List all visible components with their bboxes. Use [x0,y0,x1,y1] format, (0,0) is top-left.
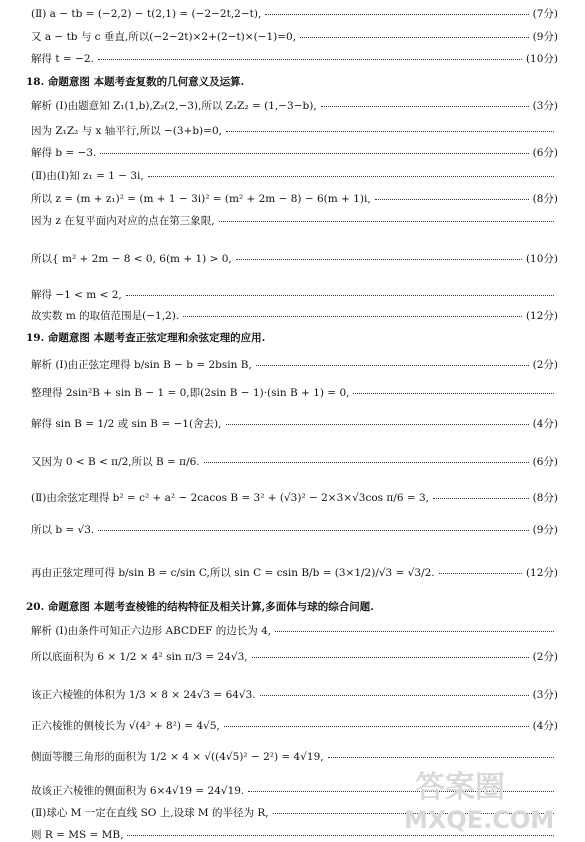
solution-line [31,455,558,469]
line-text: 解析 (Ⅰ)由题意知 Z₁(1,b),Z₂(2,−3),所以 Z₁Z₂ = (1,−3−b), [31,100,317,112]
line-text: 侧面等腰三角形的面积为 1/2 × 4 × √((4√5)² − 2²) = 4√19, [31,751,324,763]
leader-dots [204,462,529,463]
solution-line [31,7,558,21]
question-heading [26,331,558,345]
line-text: 18. 命题意图 本题考查复数的几何意义及运算. [26,76,245,88]
solution-line [31,624,558,638]
solution-line [31,650,558,664]
line-text: 再由正弦定理可得 b/sin B = c/sin C,所以 sin C = csin B/b = (3×1/2)/√3 = √3/2. [31,567,435,579]
leader-dots [256,365,529,366]
leader-dots [236,259,522,260]
line-text: 正六棱锥的侧棱长为 √(4² + 8²) = 4√5, [31,720,220,732]
score-label: (7分) [532,8,558,20]
leader-dots [98,59,522,60]
line-text: 所以 b = √3. [31,524,95,536]
line-text: (Ⅱ)由(Ⅰ)知 z₁ = 1 − 3i, [31,170,144,182]
line-text: 整理得 2sin²B + sin B − 1 = 0,即(2sin B − 1)·(sin B + 1) = 0, [31,387,350,399]
solution-line [31,99,558,113]
solution-line [31,288,558,302]
solution-line [31,417,558,431]
score-label: (3分) [532,689,558,701]
solution-line [31,386,558,400]
leader-dots [127,835,554,836]
score-label: (3分) [532,100,558,112]
solution-line [31,169,558,183]
leader-dots [224,726,529,727]
line-text: (Ⅱ)由余弦定理得 b² = c² + a² − 2cacos B = 3² + (√3)² − 2×3×√3cos π/6 = 3, [31,492,429,504]
score-label: (9分) [532,31,558,43]
solution-line [31,30,558,44]
line-text: 故实数 m 的取值范围是(−1,2). [31,310,180,322]
solution-line [31,252,558,266]
solution-line [31,719,558,733]
leader-dots [98,530,528,531]
leader-dots [300,37,529,38]
leader-dots [100,153,528,154]
question-heading [26,600,558,614]
line-text: 又 a − tb 与 c 垂直,所以(−2−2t)×2+(2−t)×(−1)=0, [31,31,297,43]
solution-line [31,523,558,537]
leader-dots [260,695,529,696]
line-text: 因为 z 在复平面内对应的点在第三象限, [31,215,215,227]
leader-dots [226,424,529,425]
leader-dots [328,757,554,758]
score-label: (6分) [532,147,558,159]
line-text: 19. 命题意图 本题考查正弦定理和余弦定理的应用. [26,332,266,344]
line-text: 20. 命题意图 本题考查棱锥的结构特征及相关计算,多面体与球的综合问题. [26,601,374,613]
line-text: 所以{ m² + 2m − 8 < 0, 6(m + 1) > 0, [31,253,232,265]
leader-dots [252,657,529,658]
line-text: 则 R = MS = MB, [31,829,124,841]
line-text: 该正六棱锥的体积为 1/3 × 8 × 24√3 = 64√3. [31,689,256,701]
leader-dots [275,631,554,632]
score-label: (6分) [532,456,558,468]
score-label: (8分) [532,193,558,205]
solution-line [31,491,558,505]
line-text: 因为 Z₁Z₂ 与 x 轴平行,所以 −(3+b)=0, [31,125,222,137]
line-text: 解得 t = −2. [31,53,94,65]
watermark-url: MXQE.COM [404,806,555,834]
solution-line [31,124,558,138]
solution-line [31,309,558,323]
solution-line [31,688,558,702]
solution-line [31,214,558,228]
solution-line [31,192,558,206]
leader-dots [321,106,529,107]
solution-line [31,52,558,66]
leader-dots [433,498,529,499]
watermark-logo: 答案圈 [415,770,505,805]
leader-dots [226,131,554,132]
line-text: (Ⅱ) a − tb = (−2,2) − t(2,1) = (−2−2t,2−t), [31,8,262,20]
leader-dots [183,316,522,317]
line-text: 解得 −1 < m < 2, [31,289,122,301]
score-label: (9分) [532,524,558,536]
leader-dots [248,791,554,792]
leader-dots [375,199,529,200]
line-text: 又因为 0 < B < π/2,所以 B = π/6. [31,456,200,468]
score-label: (4分) [532,418,558,430]
leader-dots [126,295,554,296]
line-text: 所以底面积为 6 × 1/2 × 4² sin π/3 = 24√3, [31,651,248,663]
score-label: (12分) [525,567,558,579]
line-text: 解得 sin B = 1/2 或 sin B = −1(舍去), [31,418,222,430]
leader-dots [219,221,554,222]
leader-dots [439,573,522,574]
score-label: (2分) [532,359,558,371]
score-label: (4分) [532,720,558,732]
score-label: (8分) [532,492,558,504]
leader-dots [148,176,554,177]
question-heading [26,75,558,89]
leader-dots [353,393,554,394]
line-text: (Ⅱ)球心 M 一定在直线 SO 上,设球 M 的半径为 R, [31,807,269,819]
line-text: 故该正六棱锥的侧面积为 6×4√19 = 24√19. [31,785,245,797]
score-label: (10分) [525,253,558,265]
line-text: 所以 z = (m + z₁)² = (m + 1 − 3i)² = (m² + 2m − 8) − 6(m + 1)i, [31,193,371,205]
line-text: 解得 b = −3. [31,147,97,159]
score-label: (10分) [525,53,558,65]
score-label: (12分) [525,310,558,322]
solution-line [31,566,558,580]
line-text: 解析 (Ⅰ)由正弦定理得 b/sin B − b = 2bsin B, [31,359,252,371]
solution-line [31,358,558,372]
line-text: 解析 (Ⅰ)由条件可知正六边形 ABCDEF 的边长为 4, [31,625,272,637]
score-label: (2分) [532,651,558,663]
leader-dots [265,14,528,15]
solution-line [31,146,558,160]
